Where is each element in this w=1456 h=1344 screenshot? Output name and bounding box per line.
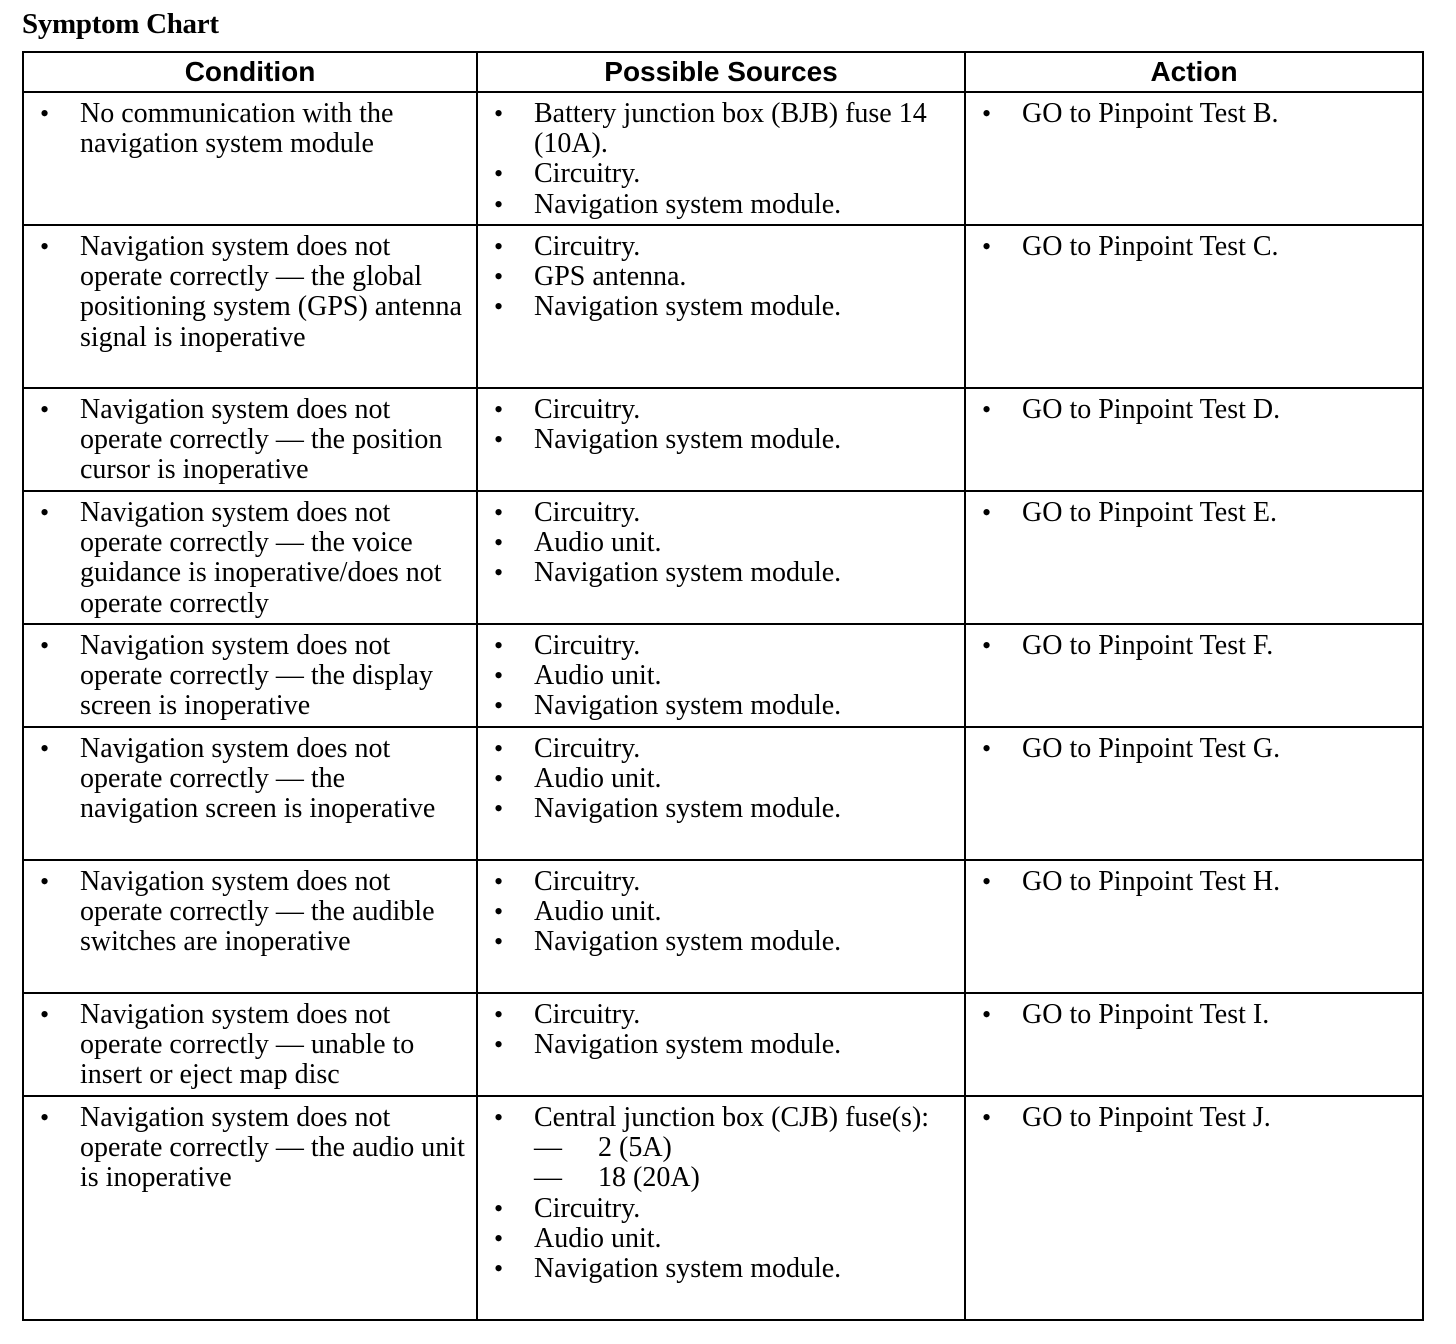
condition-cell [23,993,477,1096]
source-item: • Circuitry. [488,498,958,528]
condition-text: • Navigation system does not operate correctly — the audio unit is inoperative [34,1103,470,1194]
action-text: • GO to Pinpoint Test H. [976,867,1416,897]
table-row [23,993,1423,1096]
sources-cell [477,92,965,225]
source-item: • Navigation system module. [488,794,958,824]
source-item: • Circuitry. [488,1194,958,1224]
condition-cell [23,727,477,860]
header-action: Action [965,52,1423,92]
sources-cell [477,727,965,860]
fuse-dash: — [534,1162,562,1194]
table-row [23,1096,1423,1320]
source-item: • Circuitry. [488,232,958,262]
symptom-chart-table [22,51,1424,1321]
condition-cell [23,860,477,993]
source-item: • Circuitry. [488,631,958,661]
table-row [23,624,1423,727]
source-item: • Audio unit. [488,897,958,927]
source-item: • Audio unit. [488,661,958,691]
action-cell [965,225,1423,388]
source-item: • Circuitry. [488,395,958,425]
source-item: • Audio unit. [488,1224,958,1254]
action-text: • GO to Pinpoint Test G. [976,734,1416,764]
condition-text: • No communication with the navigation system module [34,99,470,159]
page-title: Symptom Chart [22,8,219,40]
source-item [488,1103,958,1194]
action-text: • GO to Pinpoint Test J. [976,1103,1416,1133]
fuse-dash: — [534,1132,562,1164]
source-item: • Battery junction box (BJB) fuse 14 (10A). [488,99,958,159]
source-item: • Audio unit. [488,528,958,558]
sources-cell [477,225,965,388]
fuse-value: 18 (20A) [598,1162,700,1194]
action-text: • GO to Pinpoint Test C. [976,232,1416,262]
table-row [23,92,1423,225]
table-row [23,225,1423,388]
condition-text: • Navigation system does not operate correctly — the display screen is inoperative [34,631,470,722]
source-item: • Audio unit. [488,764,958,794]
sources-cell [477,624,965,727]
source-item: • Navigation system module. [488,1254,958,1284]
source-item: • Navigation system module. [488,292,958,322]
condition-text: • Navigation system does not operate correctly — the global positioning system (GPS) antenna signal is inoperative [34,232,470,353]
sources-cell [477,1096,965,1320]
source-item: • Navigation system module. [488,558,958,588]
condition-cell [23,491,477,624]
condition-cell [23,1096,477,1320]
condition-cell [23,624,477,727]
header-condition: Condition [23,52,477,92]
action-cell [965,860,1423,993]
table-row [23,491,1423,624]
action-cell [965,993,1423,1096]
source-item: • Navigation system module. [488,927,958,957]
action-text: • GO to Pinpoint Test D. [976,395,1416,425]
action-cell [965,1096,1423,1320]
condition-cell [23,225,477,388]
condition-text: • Navigation system does not operate correctly — the audible switches are inoperative [34,867,470,958]
condition-text: • Navigation system does not operate correctly — the voice guidance is inoperative/does not operate correctly [34,498,470,619]
table-row [23,860,1423,993]
action-cell [965,624,1423,727]
action-cell [965,388,1423,491]
source-item-text: Central junction box (CJB) fuse(s): [534,1102,930,1133]
table-row [23,388,1423,491]
source-item: • Circuitry. [488,1000,958,1030]
table-row [23,727,1423,860]
sources-cell [477,860,965,993]
source-item: • Circuitry. [488,159,958,189]
fuse-item [534,1133,958,1163]
action-cell [965,491,1423,624]
fuse-value: 2 (5A) [598,1132,672,1164]
sources-cell [477,993,965,1096]
action-text: • GO to Pinpoint Test B. [976,99,1416,129]
action-text: • GO to Pinpoint Test E. [976,498,1416,528]
action-cell [965,727,1423,860]
header-possible-sources: Possible Sources [477,52,965,92]
source-item: • Circuitry. [488,734,958,764]
source-item: • Navigation system module. [488,691,958,721]
source-item: • GPS antenna. [488,262,958,292]
source-item: • Navigation system module. [488,425,958,455]
table-header-row [23,52,1423,92]
sources-cell [477,491,965,624]
condition-cell [23,388,477,491]
fuse-item [534,1163,958,1193]
condition-text: • Navigation system does not operate correctly — the position cursor is inoperative [34,395,470,486]
action-cell [965,92,1423,225]
fuse-list [534,1133,958,1193]
source-item: • Circuitry. [488,867,958,897]
condition-text: • Navigation system does not operate correctly — unable to insert or eject map disc [34,1000,470,1091]
condition-cell [23,92,477,225]
sources-cell [477,388,965,491]
condition-text: • Navigation system does not operate correctly — the navigation screen is inoperative [34,734,470,825]
action-text: • GO to Pinpoint Test F. [976,631,1416,661]
action-text: • GO to Pinpoint Test I. [976,1000,1416,1030]
source-item: • Navigation system module. [488,1030,958,1060]
source-item: • Navigation system module. [488,190,958,220]
